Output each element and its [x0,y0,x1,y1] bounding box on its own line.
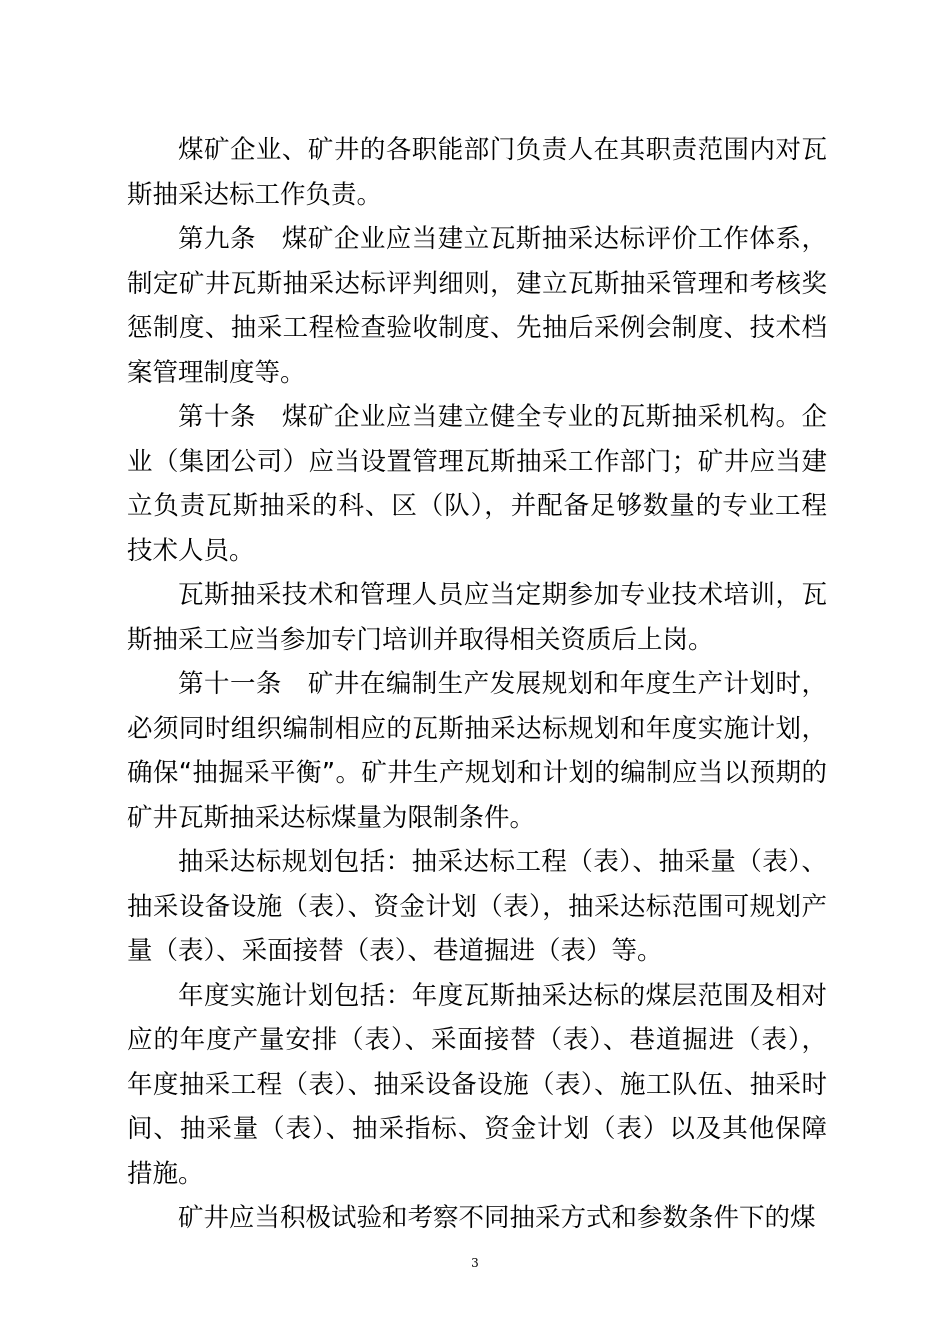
paragraph-6: 抽采达标规划包括：抽采达标工程（表）、抽采量（表）、抽采设备设施（表）、资金计划（表），抽采达标范围可规划产量（表）、采面接替（表）、巷道掘进（表）等。 [127,847,827,966]
paragraph-7: 年度实施计划包括：年度瓦斯抽采达标的煤层范围及相对应的年度产量安排（表）、采面接替（表）、巷道掘进（表），年度抽采工程（表）、抽采设备设施（表）、施工队伍、抽采时间、抽采量（表）、抽采指标、资金计划（表）以及其他保障措施。 [127,980,827,1189]
paragraph-8: 矿井应当积极试验和考察不同抽采方式和参数条件下的煤 [178,1203,816,1233]
page-number: 3 [471,1256,479,1270]
paragraph-3: 第十条 煤矿企业应当建立健全专业的瓦斯抽采机构。企业（集团公司）应当设置管理瓦斯抽采工作部门；矿井应当建立负责瓦斯抽采的科、区（队），并配备足够数量的专业工程技术人员。 [127,402,827,566]
paragraph-1: 煤矿企业、矿井的各职能部门负责人在其职责范围内对瓦斯抽采达标工作负责。 [127,135,827,210]
document-body [127,128,827,1241]
paragraph-2: 第九条 煤矿企业应当建立瓦斯抽采达标评价工作体系，制定矿井瓦斯抽采达标评判细则，建立瓦斯抽采管理和考核奖惩制度、抽采工程检查验收制度、先抽后采例会制度、技术档案管理制度等。 [127,224,827,388]
paragraph-4: 瓦斯抽采技术和管理人员应当定期参加专业技术培训，瓦斯抽采工应当参加专门培训并取得相关资质后上岗。 [127,580,827,655]
paragraph-5: 第十一条 矿井在编制生产发展规划和年度生产计划时，必须同时组织编制相应的瓦斯抽采达标规划和年度实施计划，确保“抽掘采平衡”。矿井生产规划和计划的编制应当以预期的矿井瓦斯抽采达标煤量为限制条件。 [127,669,827,833]
